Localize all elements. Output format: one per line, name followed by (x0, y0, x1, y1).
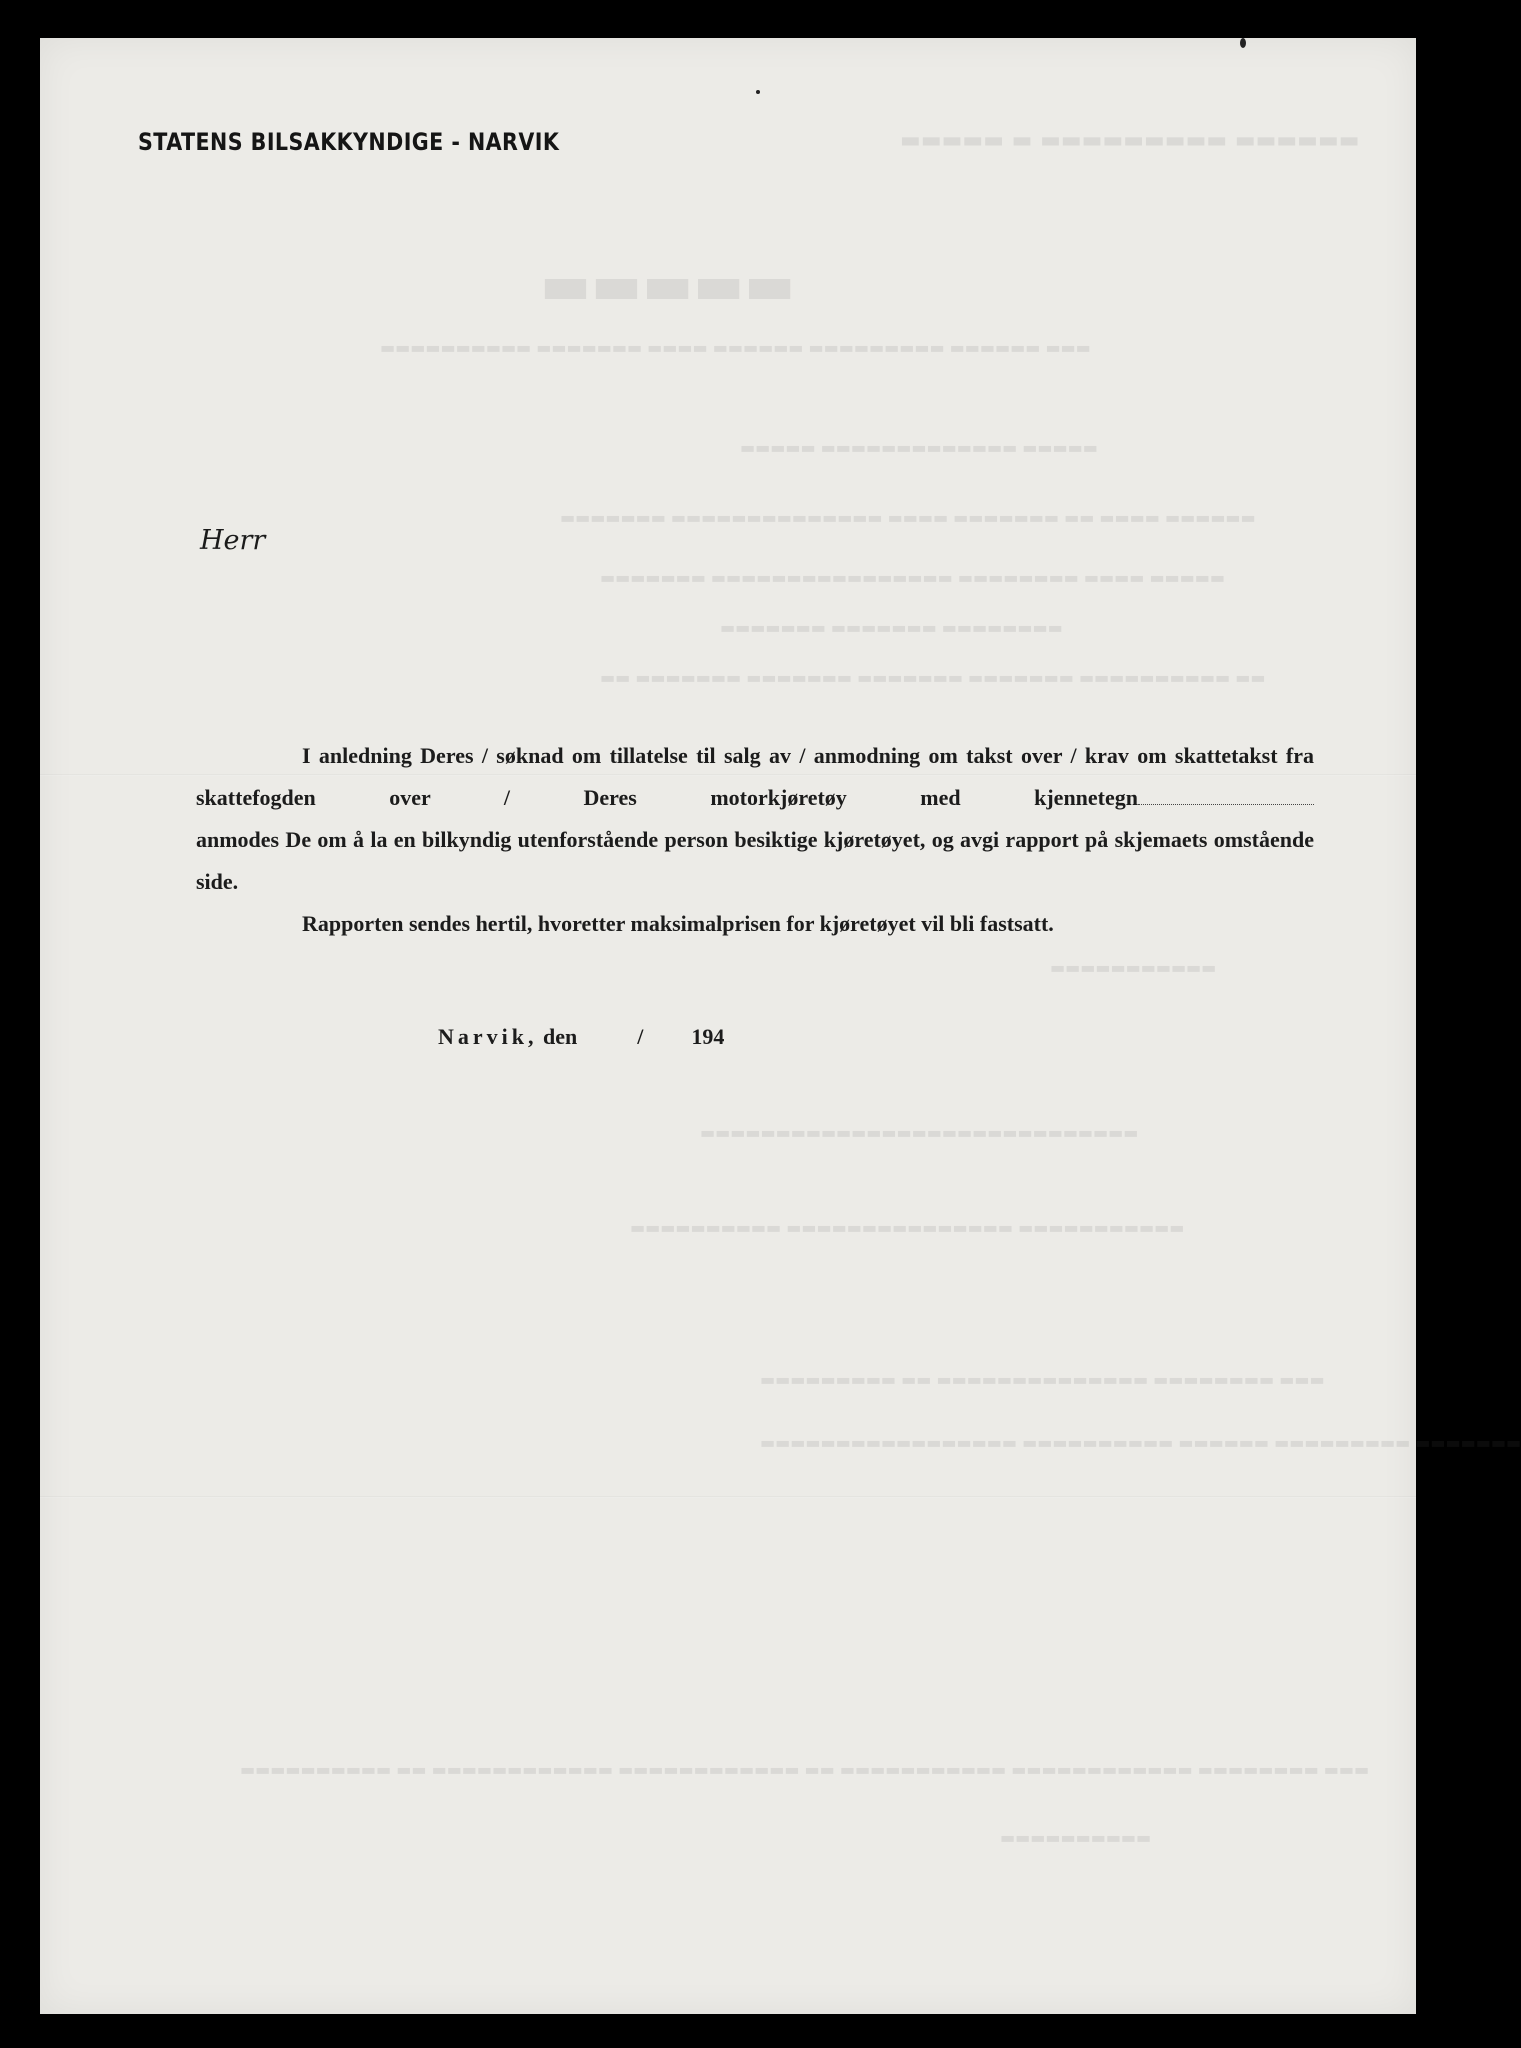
bleed-through-line-4: ▬▬▬▬▬ ▬▬▬▬ ▬▬▬▬▬▬▬▬ ▬▬▬▬▬▬▬▬▬▬▬▬▬▬▬▬ ▬▬▬▬▬▬▬ (600, 568, 1226, 587)
bleed-through-line-8: ▬▬▬▬▬▬▬▬▬▬▬▬▬▬▬▬▬▬▬▬▬▬▬▬▬▬▬▬▬ (700, 1123, 1139, 1142)
paragraph-report: Rapporten sendes hertil, hvoretter maksimalprisen for kjøretøyet vil bli fastsatt. (302, 911, 1054, 936)
bleed-through-line-6: ▬▬ ▬▬▬▬▬▬▬▬▬▬ ▬▬▬▬▬▬▬ ▬▬▬▬▬▬▬ ▬▬▬▬▬▬▬ ▬▬▬▬▬▬▬ ▬▬ (600, 668, 1266, 687)
closing-den: den (543, 1024, 578, 1049)
letter-body (196, 735, 1314, 945)
paragraph-request (196, 735, 1314, 819)
letterhead: STATENS BILSAKKYNDIGE - NARVIK (138, 128, 560, 156)
bleed-through-line-7: ▬▬▬▬▬▬▬▬▬▬▬ (1050, 958, 1217, 977)
bleed-through-line-9: ▬▬▬▬▬▬▬▬▬▬▬ ▬▬▬▬▬▬▬▬▬▬▬▬▬▬▬ ▬▬▬▬▬▬▬▬▬▬ (630, 1218, 1185, 1237)
bleed-through-title: ▬▬▬▬▬ (540, 253, 796, 316)
bleed-through-line-12: ▬▬▬ ▬▬▬▬▬▬▬▬ ▬▬▬▬▬▬▬▬▬▬▬▬ ▬▬▬▬▬▬▬▬▬▬▬ ▬▬ ▬▬▬▬▬▬▬▬▬▬▬▬ ▬▬▬▬▬▬▬▬▬▬▬▬ ▬▬ ▬▬▬▬▬▬▬▬▬▬ (240, 1760, 1370, 1779)
paragraph-request-continued: anmodes De om å la en bilkyndig utenforstående person besiktige kjøretøyet, og avgi rapport på skjemaets omstående side. (196, 827, 1314, 894)
bleed-through-line-13: ▬▬▬▬▬▬▬▬▬▬ (1000, 1828, 1152, 1847)
ink-speck (756, 90, 760, 94)
fold-line-lower (40, 1496, 1416, 1498)
bleed-through-line-11: ▬▬▬▬▬▬▬ ▬▬▬▬▬▬▬▬▬ ▬▬▬▬▬▬ ▬▬▬▬▬▬▬▬▬▬ ▬▬▬▬▬▬▬▬▬▬▬▬▬▬▬▬▬ (760, 1433, 1521, 1452)
bleed-through-line-1: ▬▬▬ ▬▬▬▬▬▬ ▬▬▬▬▬▬▬▬▬ ▬▬▬▬▬▬ ▬▬▬▬ ▬▬▬▬▬▬▬ ▬▬▬▬▬▬▬▬▬▬ (380, 338, 1091, 357)
closing-year: 194 (691, 1024, 725, 1049)
bleed-through-line-5: ▬▬▬▬▬▬▬▬ ▬▬▬▬▬▬▬ ▬▬▬▬▬▬▬ (720, 618, 1063, 637)
bleed-through-header: ▬▬▬▬▬▬ ▬▬▬▬▬▬▬▬▬ ▬ ▬▬▬▬▬ (900, 128, 1360, 153)
date-line (438, 1024, 724, 1050)
salutation: Herr (200, 525, 266, 556)
bleed-through-line-3: ▬▬▬▬▬▬ ▬▬▬▬ ▬▬ ▬▬▬▬▬▬▬ ▬▬▬▬ ▬▬▬▬▬▬▬▬▬▬▬▬▬▬ ▬▬▬▬▬▬▬ (560, 508, 1256, 527)
paragraph-request-part-1: I anledning Deres / søknad om tillatelse til salg av / anmodning om takst over / krav om skattetakst fra skattefogden over / Deres motorkjøretøy med kjennetegn (196, 743, 1314, 810)
registration-number-blank (1138, 788, 1314, 805)
bleed-through-line-10: ▬▬▬ ▬▬▬▬▬▬▬▬ ▬▬▬▬▬▬▬▬▬▬▬▬▬▬ ▬▬ ▬▬▬▬▬▬▬▬▬ (760, 1370, 1325, 1389)
ink-speck (1240, 38, 1246, 48)
closing-place: Narvik, (438, 1024, 538, 1049)
document-page (40, 38, 1521, 2014)
closing-slash: / (637, 1024, 644, 1049)
bleed-through-line-2: ▬▬▬▬▬ ▬▬▬▬▬▬▬▬▬▬▬▬▬ ▬▬▬▬▬ (740, 438, 1098, 457)
